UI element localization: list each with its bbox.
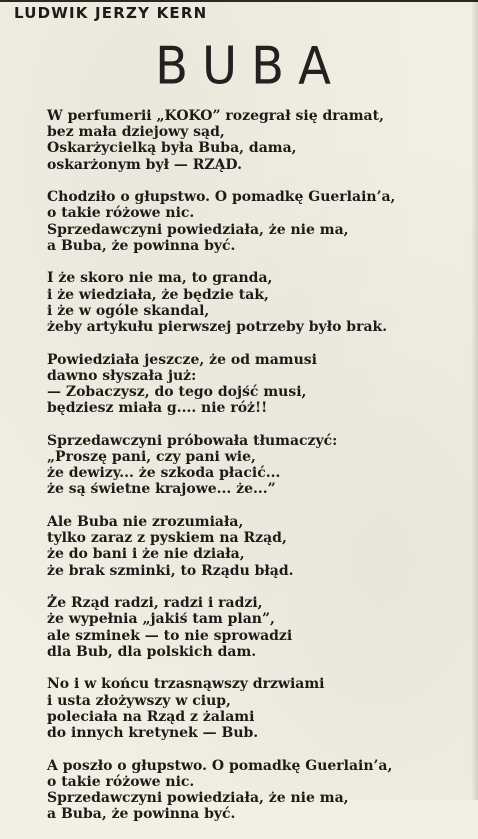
- poem-line: a Buba, że powinna być.: [47, 237, 236, 254]
- poem-line: będziesz miała g.... nie róż!!: [47, 400, 268, 417]
- stanza: [47, 514, 467, 579]
- poem-line: i usta złożywszy w ciup,: [47, 692, 231, 709]
- poem-body: [47, 108, 467, 839]
- poem-line: żeby artykułu pierwszej potrzeby było brak.: [47, 319, 388, 336]
- poem-line: o takie różowe nic.: [47, 205, 195, 222]
- stanza: [47, 595, 467, 660]
- poem-line: że do bani i że nie działa,: [47, 546, 245, 563]
- poem-line: że są świetne krajowe... że...”: [47, 481, 276, 498]
- poem-title: BUBA: [155, 36, 345, 97]
- poem-line: że brak szminki, to Rządu błąd.: [47, 562, 294, 579]
- poem-line: że wypełnia „jakiś tam plan”,: [47, 611, 275, 628]
- poem-line: ale szminek — to nie sprowadzi: [47, 627, 293, 644]
- poem-line: Sprzedawczyni powiedziała, że nie ma,: [47, 790, 349, 807]
- author-name: LUDWIK JERZY KERN: [14, 4, 208, 22]
- poem-line: Oskarżycielką była Buba, dama,: [47, 140, 297, 157]
- poem-line: bez mała dziejowy sąd,: [47, 124, 225, 141]
- stanza: [47, 676, 467, 741]
- poem-line: Powiedziała jeszcze, że od mamusi: [47, 351, 317, 368]
- poem-line: Chodziło o głupstwo. O pomadkę Guerlain’a,: [47, 189, 396, 206]
- poem-line: a Buba, że powinna być.: [47, 806, 236, 823]
- top-rule: [0, 0, 478, 2]
- stanza: [47, 270, 467, 335]
- poem-line: dla Bub, dla polskich dam.: [47, 643, 257, 660]
- stanza: [47, 433, 467, 498]
- poem-line: „Proszę pani, czy pani wie,: [47, 449, 256, 466]
- poem-line: do innych kretynek — Bub.: [47, 725, 259, 742]
- poem-line: A poszło o głupstwo. O pomadkę Guerlain’a,: [47, 757, 393, 774]
- poem-line: i że w ogóle skandal,: [47, 302, 210, 319]
- poem-line: I że skoro nie ma, to granda,: [47, 270, 273, 287]
- paper-edge-shadow: [471, 0, 478, 800]
- stanza: [47, 189, 467, 254]
- stanza: [47, 758, 467, 823]
- poem-line: oskarżonym był — RZĄD.: [47, 156, 242, 173]
- poem-line: tylko zaraz z pyskiem na Rząd,: [47, 530, 287, 547]
- poem-line: Sprzedawczyni próbowała tłumaczyć:: [47, 432, 338, 449]
- poem-line: i że wiedziała, że będzie tak,: [47, 286, 269, 303]
- poem-line: że dewizy... że szkoda płacić...: [47, 465, 281, 482]
- poem-line: — Zobaczysz, do tego dojść musi,: [47, 384, 307, 401]
- poem-line: Że Rząd radzi, radzi i radzi,: [47, 595, 263, 612]
- poem-line: poleciała na Rząd z żalami: [47, 708, 255, 725]
- stanza: [47, 352, 467, 417]
- poem-line: dawno słyszała już:: [47, 367, 197, 384]
- poem-line: W perfumerii „KOKO” rozegrał się dramat,: [47, 108, 384, 124]
- poem-line: o takie różowe nic.: [47, 773, 195, 790]
- poem-line: Sprzedawczyni powiedziała, że nie ma,: [47, 221, 349, 238]
- poem-line: No i w końcu trzasnąwszy drzwiami: [47, 676, 325, 693]
- poem-line: Ale Buba nie zrozumiała,: [47, 514, 244, 531]
- stanza: [47, 108, 467, 173]
